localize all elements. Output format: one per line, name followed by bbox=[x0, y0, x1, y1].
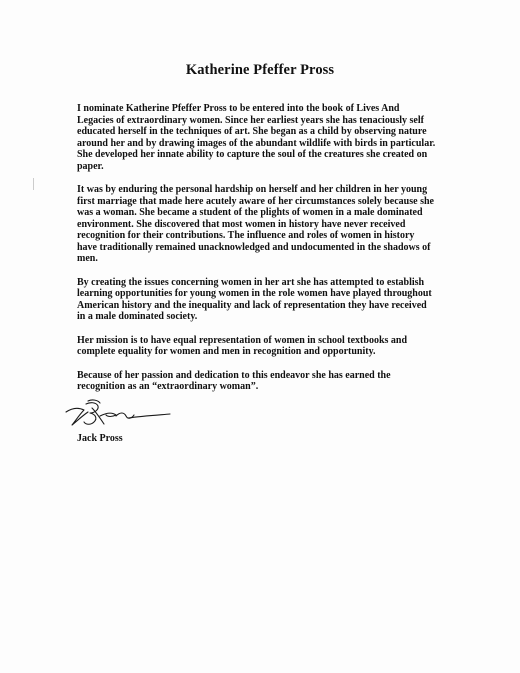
document-body bbox=[77, 103, 457, 405]
document-title: Katherine Pfeffer Pross bbox=[185, 62, 335, 78]
paragraph-recognition: Because of her passion and dedication to this endeavor she has earned the recognition as an “extraordinary woman”. bbox=[77, 369, 391, 392]
signer-name: Jack Pross bbox=[77, 433, 123, 444]
paragraph-nomination: I nominate Katherine Pfeffer Pross to be entered into the book of Lives And Legacies of extraordinary women. Since her earliest years she has tenaciously self educated herself in the techniques of art. She began as a child by observing nature around her and by drawing images of the abundant wildlife with birds in particular. She developed her innate ability to capture the soul of the creatures she created on paper. bbox=[77, 103, 436, 172]
handwritten-signature bbox=[62, 398, 174, 430]
paragraph-hardship: It was by enduring the personal hardship on herself and her children in her young first marriage that made here acutely aware of her circumstances solely because she was a woman. She became a student of the plights of women in a male dominated environment. She discovered that most women in history have never received recognition for their contributions. The influence and roles of women in history have traditionally remained unacknowledged and undocumented in the shadows of men. bbox=[77, 184, 434, 264]
paragraph-art-issues: By creating the issues concerning women in her art she has attempted to establish learning opportunities for young women in the role women have played throughout American history and the inequality and lack of representation they have received in a male dominated society. bbox=[77, 276, 432, 322]
paragraph-mission: Her mission is to have equal representation of women in school textbooks and complete equality for women and men in recognition and opportunity. bbox=[77, 334, 408, 357]
scan-mark bbox=[33, 178, 34, 190]
